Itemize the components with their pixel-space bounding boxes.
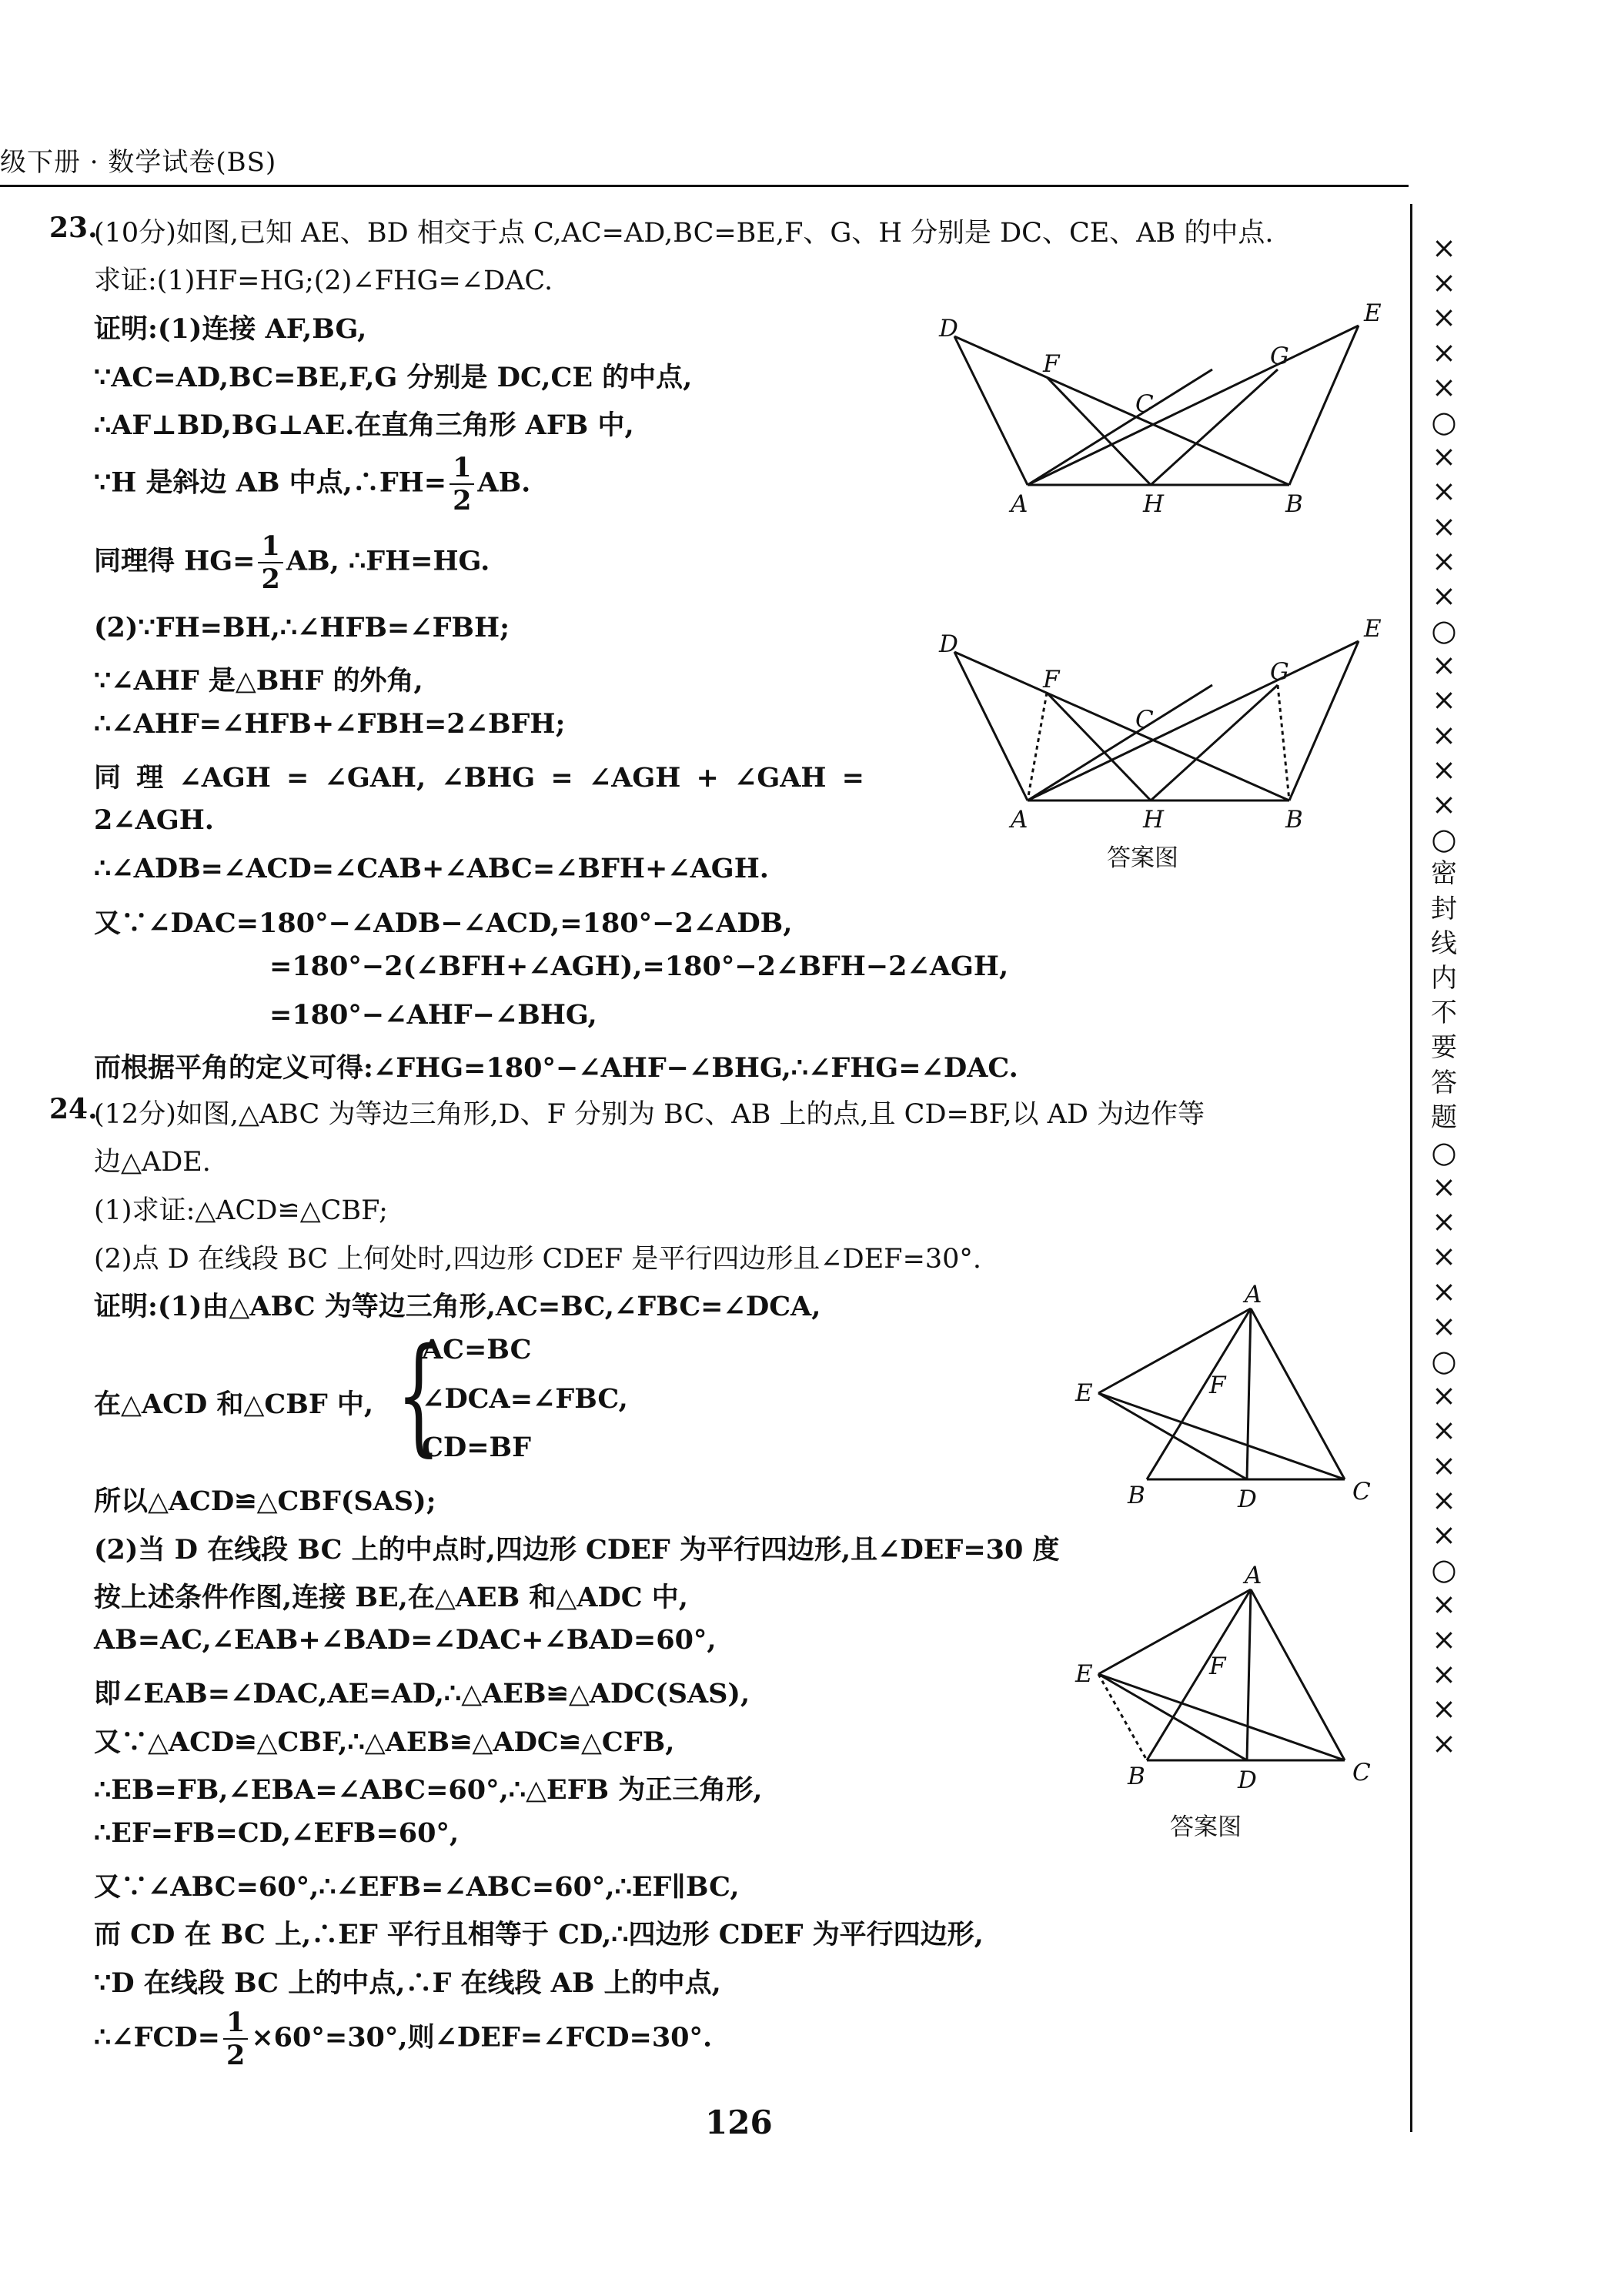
seal-column [1421, 231, 1467, 1761]
seal-text-char: 线 [1431, 927, 1457, 959]
fig-label: A [1011, 490, 1028, 518]
seal-line [1410, 204, 1412, 2132]
q24-proof-line: ∵D 在线段 BC 上的中点,∴F 在线段 AB 上的中点, [94, 1967, 721, 1999]
seal-text-char: 封 [1431, 893, 1457, 924]
seal-mark: × [1432, 369, 1456, 404]
seal-mark: × [1432, 1413, 1456, 1448]
q23-proof-line: (2)∵FH=BH,∴∠HFB=∠FBH; [94, 612, 510, 643]
seal-mark: ○ [1431, 1552, 1457, 1587]
seal-mark: × [1432, 1726, 1456, 1761]
q23-proof-line: ∵∠AHF 是△BHF 的外角, [94, 665, 423, 697]
seal-mark: × [1432, 543, 1456, 578]
q24-prompt-2: 边△ADE. [94, 1147, 211, 1178]
q23-proof-line: 同 理 ∠AGH = ∠GAH, ∠BHG = ∠AGH + ∠GAH = [94, 762, 864, 794]
q24-number: 24. [49, 1093, 98, 1125]
fig-label: D [1238, 1766, 1257, 1794]
q24-proof-line: 又∵∠ABC=60°,∴∠EFB=∠ABC=60°,∴EF∥BC, [94, 1871, 740, 1903]
fig-label: B [1285, 806, 1303, 834]
seal-mark: × [1432, 1622, 1456, 1656]
fig-label: G [1270, 658, 1289, 686]
fraction: $\frac{1}{2}$ [450, 454, 474, 514]
case-line: ∠DCA=∠FBC, [422, 1383, 628, 1415]
q24-proof-line: AB=AC,∠EAB+∠BAD=∠DAC+∠BAD=60°, [94, 1624, 717, 1656]
brace: { [396, 1321, 441, 1469]
q23-proof-line: ∵AC=AD,BC=BE,F,G 分别是 DC,CE 的中点, [94, 362, 693, 393]
q24-proof-line: (2)当 D 在线段 BC 上的中点时,四边形 CDEF 为平行四边形,且∠DEF=30 度 [94, 1534, 1060, 1566]
fig-label: A [1245, 1281, 1262, 1308]
header-title: 级下册 · 数学试卷(BS) [0, 147, 277, 178]
seal-mark: × [1432, 1587, 1456, 1622]
fig-label: F [1209, 1372, 1226, 1399]
fig-label: B [1285, 490, 1303, 518]
seal-mark: × [1432, 1170, 1456, 1205]
q23-proof-line: 同理得 HG= $\frac{1}{2}$ AB, ∴FH=HG. [94, 530, 490, 595]
fig-label: D [939, 315, 958, 343]
q23-answer-figure [931, 612, 1393, 835]
fig-label: E [1075, 1660, 1093, 1688]
seal-mark: × [1432, 1308, 1456, 1343]
seal-mark: × [1432, 1691, 1456, 1726]
q24-proof-line: 按上述条件作图,连接 BE,在△AEB 和△ADC 中, [94, 1582, 688, 1613]
seal-mark: ○ [1431, 1135, 1457, 1169]
seal-mark: × [1432, 335, 1456, 369]
fig-label: C [1352, 1759, 1371, 1786]
q23-number: 23. [49, 212, 98, 244]
q23-proof-line: 又∵∠DAC=180°−∠ADB−∠ACD,=180°−2∠ADB, [94, 907, 793, 939]
q23-figure [931, 296, 1393, 520]
seal-mark: × [1432, 787, 1456, 821]
seal-text-char: 要 [1431, 1032, 1457, 1064]
seal-mark: ○ [1431, 404, 1457, 439]
seal-mark: × [1432, 300, 1456, 335]
fig-label: F [1043, 350, 1060, 378]
fig-label: F [1043, 666, 1060, 693]
header-rule [0, 185, 1409, 187]
seal-mark: × [1432, 717, 1456, 752]
seal-text-char: 内 [1431, 962, 1457, 994]
fig-label: D [939, 630, 958, 658]
seal-mark: × [1432, 474, 1456, 509]
seal-mark: × [1432, 266, 1456, 300]
q24-proof-line: 在△ACD 和△CBF 中, [94, 1389, 374, 1420]
case-line: AC=BC [422, 1334, 532, 1365]
seal-text-char: 答 [1431, 1067, 1457, 1098]
q23-figure-caption: 答案图 [1107, 844, 1178, 872]
q24-figure [1074, 1278, 1397, 1516]
q23-proof-line: 证明:(1)连接 AF,BG, [94, 313, 367, 345]
q24-proof-line: 又∵△ACD≌△CBF,∴△AEB≌△ADC≌△CFB, [94, 1726, 675, 1758]
fig-label: C [1352, 1478, 1371, 1506]
seal-mark: ○ [1431, 613, 1457, 648]
seal-text-char: 密 [1431, 858, 1457, 890]
q23-proof-line: ∴∠AHF=∠HFB+∠FBH=2∠BFH; [94, 708, 566, 740]
seal-mark: × [1432, 683, 1456, 717]
seal-mark: × [1432, 578, 1456, 613]
q24-prompt: (12分)如图,△ABC 为等边三角形,D、F 分别为 BC、AB 上的点,且 CD=BF,以 AD 为边作等 [94, 1099, 1205, 1130]
seal-mark: × [1432, 1517, 1456, 1552]
fig-label: E [1364, 299, 1382, 327]
q24-proof-line: 证明:(1)由△ABC 为等边三角形,AC=BC,∠FBC=∠DCA, [94, 1291, 821, 1322]
fig-label: D [1238, 1486, 1257, 1513]
page-number: 126 [705, 2104, 773, 2141]
q23-proof-line: ∵H 是斜边 AB 中点,∴FH= $\frac{1}{2}$ AB. [94, 452, 531, 516]
fig-label: G [1270, 343, 1289, 370]
q24-figure-caption: 答案图 [1170, 1813, 1242, 1841]
seal-mark: × [1432, 1205, 1456, 1239]
seal-mark: × [1432, 1274, 1456, 1308]
q24-proof-line: 所以△ACD≌△CBF(SAS); [94, 1486, 436, 1517]
case-line: CD=BF [422, 1432, 531, 1463]
q23-proof-line: 2∠AGH. [94, 804, 214, 836]
seal-mark: × [1432, 648, 1456, 683]
q23-prompt-2: 求证:(1)HF=HG;(2)∠FHG=∠DAC. [94, 266, 553, 296]
seal-mark: × [1432, 1448, 1456, 1482]
seal-text-char: 题 [1431, 1101, 1457, 1133]
fig-label: A [1245, 1562, 1262, 1589]
fraction: $\frac{1}{2}$ [258, 533, 282, 593]
q23-proof-line: =180°−∠AHF−∠BHG, [269, 999, 597, 1031]
q24-proof-line: ∴EF=FB=CD,∠EFB=60°, [94, 1817, 460, 1849]
q24-part: (2)点 D 在线段 BC 上何处时,四边形 CDEF 是平行四边形且∠DEF=30°. [94, 1244, 982, 1275]
seal-mark: ○ [1431, 1344, 1457, 1378]
seal-text-char: 不 [1431, 998, 1457, 1029]
fig-label: A [1011, 806, 1028, 834]
fig-label: F [1209, 1653, 1226, 1680]
q24-proof-line: 即∠EAB=∠DAC,AE=AD,∴△AEB≌△ADC(SAS), [94, 1678, 750, 1709]
q23-proof-line: ∴∠ADB=∠ACD=∠CAB+∠ABC=∠BFH+∠AGH. [94, 853, 769, 884]
fig-label: E [1075, 1379, 1093, 1407]
q24-answer-figure [1074, 1559, 1397, 1797]
seal-mark: × [1432, 1482, 1456, 1517]
q24-part: (1)求证:△ACD≌△CBF; [94, 1195, 388, 1226]
q24-proof-line: 而 CD 在 BC 上,∴EF 平行且相等于 CD,∴四边形 CDEF 为平行四边形, [94, 1919, 984, 1950]
q23-proof-line: ∴AF⊥BD,BG⊥AE.在直角三角形 AFB 中, [94, 409, 634, 441]
fig-label: B [1128, 1763, 1145, 1790]
seal-mark: × [1432, 752, 1456, 787]
fig-label: H [1143, 806, 1165, 834]
fig-label: C [1135, 390, 1154, 418]
seal-mark: × [1432, 509, 1456, 543]
seal-mark: × [1432, 231, 1456, 265]
fig-label: C [1135, 706, 1154, 734]
fig-label: B [1128, 1482, 1145, 1509]
seal-mark: ○ [1431, 822, 1457, 857]
seal-mark: × [1432, 439, 1456, 474]
q24-proof-line: ∴EB=FB,∠EBA=∠ABC=60°,∴△EFB 为正三角形, [94, 1774, 763, 1806]
seal-mark: × [1432, 1656, 1456, 1691]
seal-mark: × [1432, 1239, 1456, 1274]
q23-proof-line: 而根据平角的定义可得:∠FHG=180°−∠AHF−∠BHG,∴∠FHG=∠DAC. [94, 1052, 1018, 1084]
seal-mark: × [1432, 1379, 1456, 1413]
q23-proof-line: =180°−2(∠BFH+∠AGH),=180°−2∠BFH−2∠AGH, [269, 951, 1009, 982]
q24-proof-line: ∴∠FCD= $\frac{1}{2}$ ×60°=30°,则∠DEF=∠FCD=30°. [94, 2007, 713, 2071]
fig-label: H [1143, 490, 1165, 518]
fraction: $\frac{1}{2}$ [223, 2009, 248, 2069]
q23-prompt: (10分)如图,已知 AE、BD 相交于点 C,AC=AD,BC=BE,F、G、H 分别是 DC、CE、AB 的中点. [94, 218, 1274, 249]
fig-label: E [1364, 615, 1382, 643]
